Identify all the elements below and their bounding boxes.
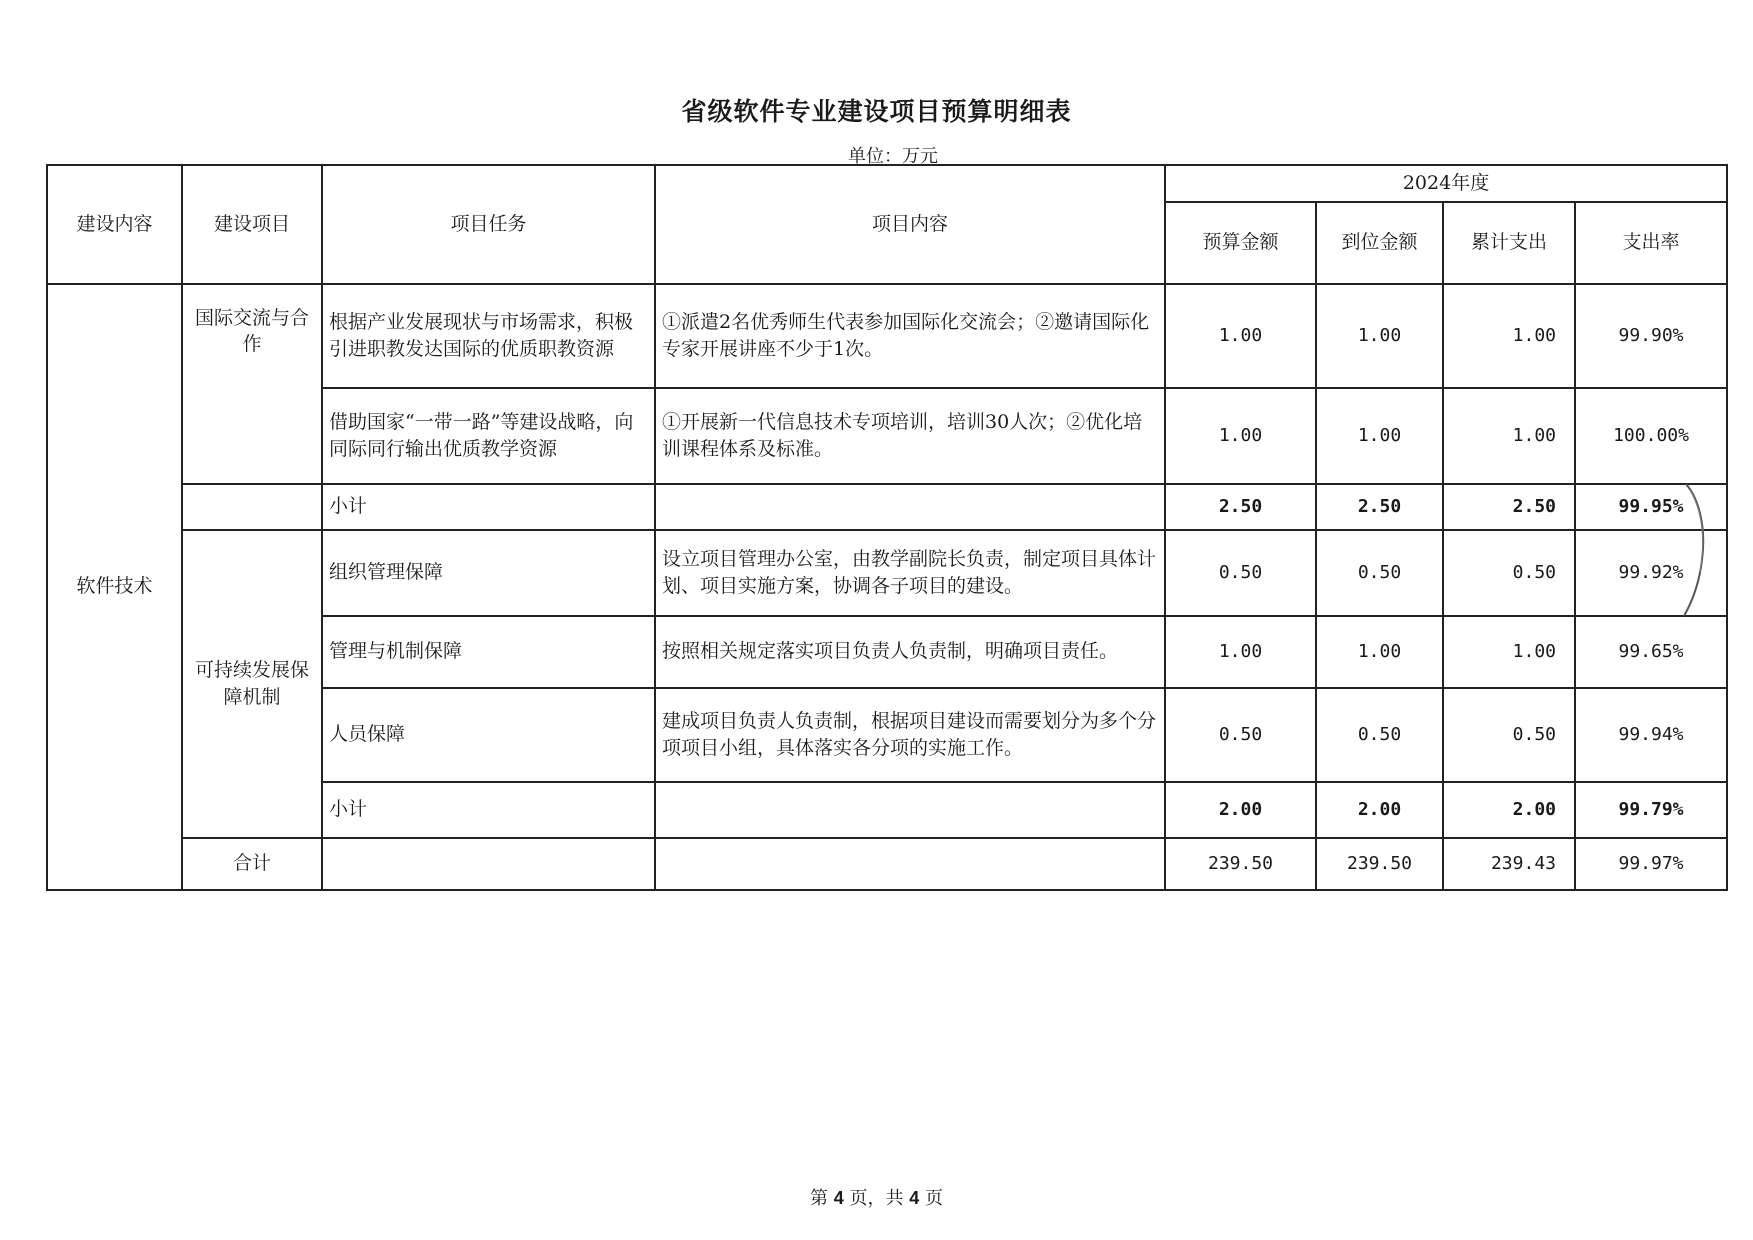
footer-mid: 页，共 (849, 1188, 904, 1209)
rate-cell: 99.65% (1575, 616, 1727, 688)
received-cell: 1.00 (1316, 388, 1443, 484)
rate-cell: 99.95% (1575, 484, 1727, 530)
spent-cell: 0.50 (1443, 530, 1575, 616)
empty-cell (655, 782, 1165, 838)
header-spent: 累计支出 (1443, 202, 1575, 284)
spent-cell: 0.50 (1443, 688, 1575, 782)
pen-mark (1680, 480, 1710, 620)
table-row (47, 284, 1727, 388)
header-task: 项目任务 (322, 165, 655, 284)
rate-cell: 99.92% (1575, 530, 1727, 616)
table-row (47, 530, 1727, 616)
received-cell: 1.00 (1316, 284, 1443, 388)
spent-cell: 1.00 (1443, 388, 1575, 484)
spent-cell: 2.50 (1443, 484, 1575, 530)
project-cell: 国际交流与合作 (182, 284, 322, 484)
budget-table (46, 164, 1728, 891)
budget-cell: 239.50 (1165, 838, 1316, 890)
budget-cell: 0.50 (1165, 530, 1316, 616)
detail-cell: ①开展新一代信息技术专项培训，培训30人次；②优化培训课程体系及标准。 (655, 388, 1165, 484)
total-row (47, 838, 1727, 890)
header-detail: 项目内容 (655, 165, 1165, 284)
received-cell: 0.50 (1316, 688, 1443, 782)
detail-cell: 建成项目负责人负责制，根据项目建设而需要划分为多个分项项目小组，具体落实各分项的实施工作。 (655, 688, 1165, 782)
received-cell: 2.00 (1316, 782, 1443, 838)
page-footer (0, 1184, 1753, 1210)
detail-cell: 按照相关规定落实项目负责人负责制，明确项目责任。 (655, 616, 1165, 688)
spent-cell: 1.00 (1443, 284, 1575, 388)
rate-cell: 99.79% (1575, 782, 1727, 838)
budget-cell: 1.00 (1165, 616, 1316, 688)
footer-page-number: 4 (833, 1188, 844, 1208)
project-cell: 可持续发展保障机制 (182, 530, 322, 838)
budget-cell: 2.00 (1165, 782, 1316, 838)
budget-cell: 2.50 (1165, 484, 1316, 530)
empty-cell (655, 484, 1165, 530)
empty-cell (322, 838, 655, 890)
rate-cell: 99.94% (1575, 688, 1727, 782)
content-cell: 软件技术 (47, 284, 182, 890)
document-title: 省级软件专业建设项目预算明细表 (681, 97, 1072, 126)
budget-cell: 0.50 (1165, 688, 1316, 782)
header-row-1 (47, 165, 1727, 202)
detail-cell: ①派遣2名优秀师生代表参加国际化交流会；②邀请国际化专家开展讲座不少于1次。 (655, 284, 1165, 388)
spent-cell: 2.00 (1443, 782, 1575, 838)
task-cell: 借助国家“一带一路”等建设战略，向同际同行输出优质教学资源 (322, 388, 655, 484)
footer-prefix: 第 (810, 1188, 829, 1209)
header-project: 建设项目 (182, 165, 322, 284)
rate-cell: 99.97% (1575, 838, 1727, 890)
received-cell: 2.50 (1316, 484, 1443, 530)
received-cell: 0.50 (1316, 530, 1443, 616)
header-received: 到位金额 (1316, 202, 1443, 284)
task-cell: 组织管理保障 (322, 530, 655, 616)
footer-suffix: 页 (924, 1188, 943, 1209)
rate-cell: 100.00% (1575, 388, 1727, 484)
spent-cell: 1.00 (1443, 616, 1575, 688)
header-rate: 支出率 (1575, 202, 1727, 284)
footer-total-pages: 4 (909, 1188, 920, 1208)
rate-cell: 99.90% (1575, 284, 1727, 388)
header-budget: 预算金额 (1165, 202, 1316, 284)
empty-cell (182, 484, 322, 530)
subtotal-label: 小计 (322, 484, 655, 530)
task-cell: 人员保障 (322, 688, 655, 782)
subtotal-label: 小计 (322, 782, 655, 838)
task-cell: 根据产业发展现状与市场需求，积极引进职教发达国际的优质职教资源 (322, 284, 655, 388)
header-content: 建设内容 (47, 165, 182, 284)
budget-cell: 1.00 (1165, 284, 1316, 388)
subtotal-row (47, 484, 1727, 530)
detail-cell: 设立项目管理办公室，由教学副院长负责，制定项目具体计划、项目实施方案，协调各子项目的建设。 (655, 530, 1165, 616)
budget-cell: 1.00 (1165, 388, 1316, 484)
received-cell: 1.00 (1316, 616, 1443, 688)
empty-cell (655, 838, 1165, 890)
total-label: 合计 (182, 838, 322, 890)
received-cell: 239.50 (1316, 838, 1443, 890)
unit-label: 单位：万元 (848, 146, 938, 167)
spent-cell: 239.43 (1443, 838, 1575, 890)
task-cell: 管理与机制保障 (322, 616, 655, 688)
header-year: 2024年度 (1165, 165, 1727, 202)
